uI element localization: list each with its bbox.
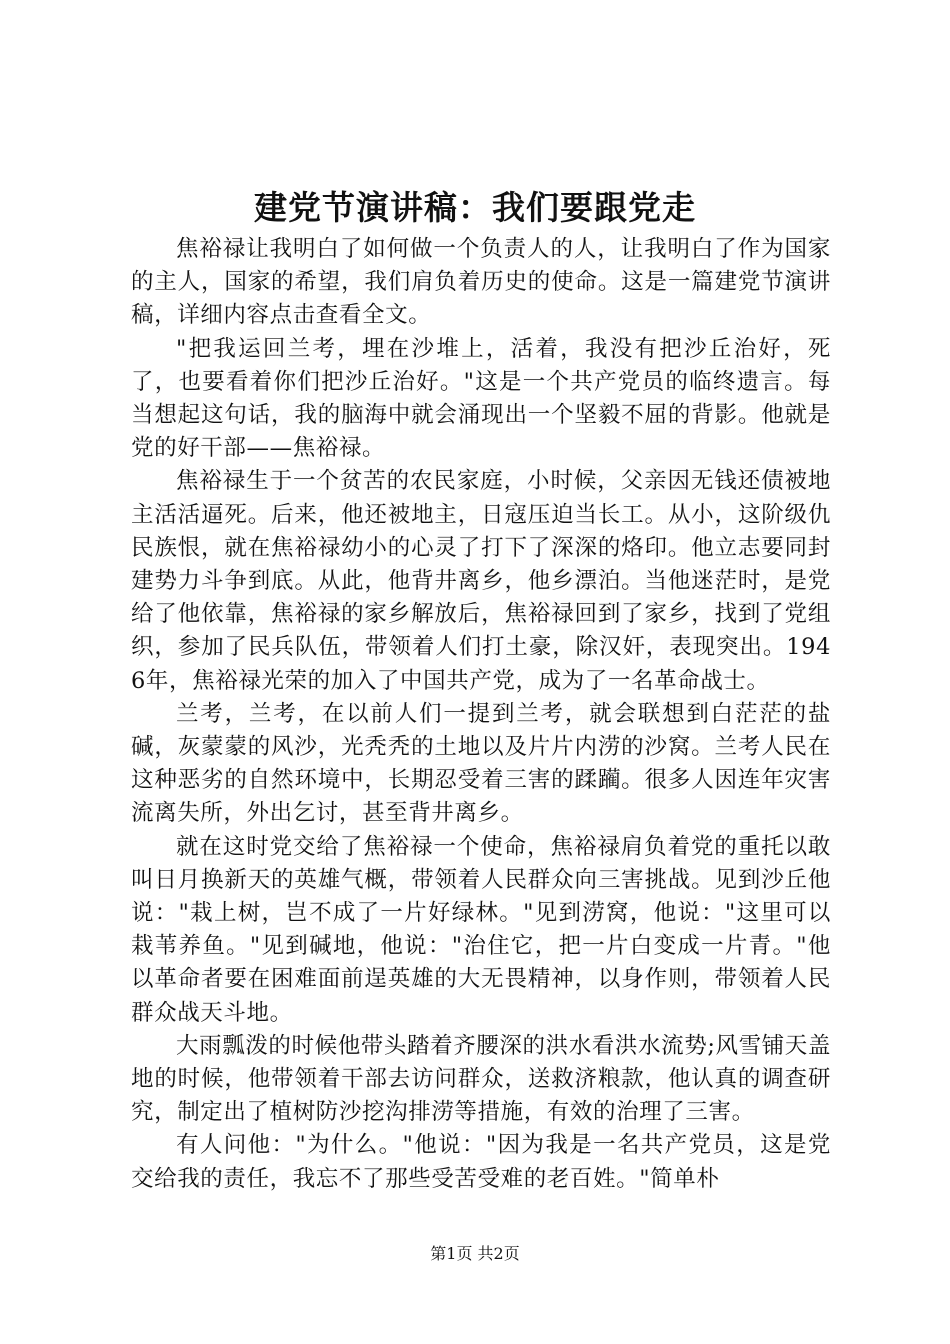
paragraph: "把我运回兰考，埋在沙堆上，活着，我没有把沙丘治好，死了，也要看着你们把沙丘治好。"这是一个共产党员的临终遗言。每当想起这句话，我的脑海中就会涌现出一个坚毅不屈的背影。他就是党的好干部——焦裕禄。 [131,335,831,462]
page-footer [0,1242,950,1266]
paragraph: 就在这时党交给了焦裕禄一个使命，焦裕禄肩负着党的重托以敢叫日月换新天的英雄气概，带领着人民群众向三害挑战。见到沙丘他说："栽上树，岂不成了一片好绿林。"见到涝窝，他说："这里可以栽苇养鱼。"见到碱地，他说："治住它，把一片白变成一片青。"他以革命者要在困难面前逞英雄的大无畏精神，以身作则，带领着人民群众战天斗地。 [131,833,831,1026]
paragraph: 有人问他："为什么。"他说："因为我是一名共产党员，这是党交给我的责任，我忘不了那些受苦受难的老百姓。"简单朴 [131,1132,831,1192]
document-body [131,233,831,1196]
paragraph: 兰考，兰考，在以前人们一提到兰考，就会联想到白茫茫的盐碱，灰蒙蒙的风沙，光秃秃的土地以及片片内涝的沙窝。兰考人民在这种恶劣的自然环境中，长期忍受着三害的蹂躏。很多人因连年灾害流离失所，外出乞讨，甚至背井离乡。 [131,700,831,827]
document-title: 建党节演讲稿：我们要跟党走 [254,188,696,227]
paragraph: 焦裕禄让我明白了如何做一个负责人的人，让我明白了作为国家的主人，国家的希望，我们肩负着历史的使命。这是一篇建党节演讲稿，详细内容点击查看全文。 [131,236,831,329]
page-number: 第1页 共2页 [430,1244,520,1263]
paragraph: 焦裕禄生于一个贫苦的农民家庭，小时候，父亲因无钱还债被地主活活逼死。后来，他还被地主，日寇压迫当长工。从小，这阶级仇民族恨，就在焦裕禄幼小的心灵了打下了深深的烙印。他立志要同封建势力斗争到底。从此，他背井离乡，他乡漂泊。当他迷茫时，是党给了他依靠，焦裕禄的家乡解放后，焦裕禄回到了家乡，找到了党组织，参加了民兵队伍，带领着人们打土豪，除汉奸，表现突出。1946年，焦裕禄光荣的加入了中国共产党，成为了一名革命战士。 [131,468,831,694]
paragraph: 大雨瓢泼的时候他带头踏着齐腰深的洪水看洪水流势;风雪铺天盖地的时候，他带领着干部去访问群众，送救济粮款，他认真的调查研究，制定出了植树防沙挖沟排涝等措施，有效的治理了三害。 [131,1032,831,1126]
